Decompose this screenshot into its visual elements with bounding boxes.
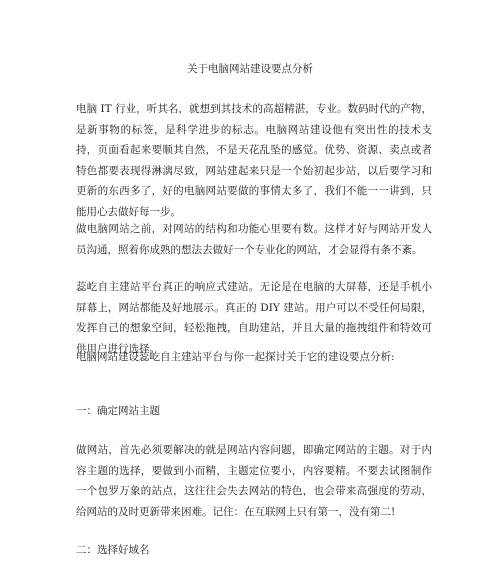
theme-paragraph: 做网站，首先必须要解决的就是网站内容问题，即确定网站的主题。对于内容主题的选择，要做到小而精，主题定位要小，内容要精。不要去试图制作一个包罗万象的站点，这往往会失去网站的特色，也会带来高强度的劳动，给网站的及时更新带来困难。记住：在互联网上只有第一，没有第二! — [76, 444, 432, 518]
platform-paragraph: 蕊屹自主建站平台真正的响应式建站。无论是在电脑的大屏幕，还是手机小屏幕上，网站都能及好地展示。真正的 DIY 建站。用户可以不受任何局限，发挥自己的想象空间，轻松拖拽，自助建站，并且大量的拖拽组件和特效可供用户进行选择。 — [76, 281, 432, 355]
section-heading-domain: 二：选择好域名 — [76, 544, 150, 556]
document-title: 关于电脑网站建设要点分析 — [187, 63, 313, 75]
planning-paragraph: 做电脑网站之前，对网站的结构和功能心里要有数。这样才好与网站开发人员沟通，照着你成熟的想法去做好一个专业化的网站，才会显得有条不紊。 — [76, 223, 432, 256]
section-heading-theme: 一：确定网站主题 — [76, 405, 160, 417]
intro-paragraph: 电脑 IT 行业，听其名，就想到其技术的高超精湛，专业。数码时代的产物，是新事物的标签，是科学进步的标志。电脑网站建设他有突出性的技术支持，页面看起来要顺其自然，不是天花乱坠的感觉。优势、资源、卖点或者特色都要表现得淋漓尽致，网站建起来只是一个始初起步站，以后要学习和更新的东西多了，好的电脑网站要做的事情太多了，我们不能一一讲到，只能用心去做好每一步。 — [76, 103, 432, 218]
discussion-intro-paragraph: 电脑网站建设蕊屹自主建站平台与你一起探讨关于它的建设要点分析: — [76, 351, 395, 363]
